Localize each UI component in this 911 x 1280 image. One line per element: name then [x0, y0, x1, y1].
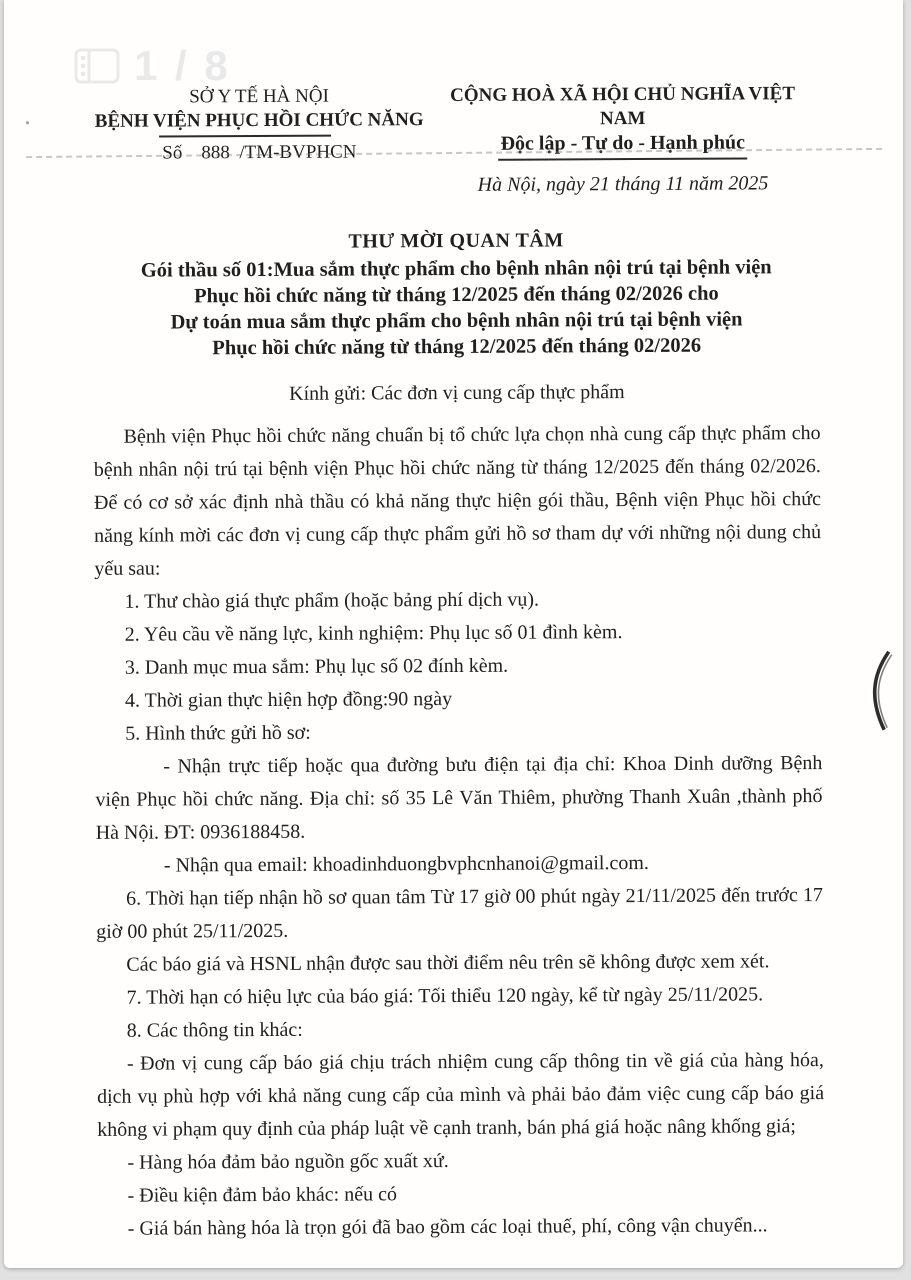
page-indicator-label: 1 / 8 [134, 42, 231, 89]
paragraph: - Hàng hóa đảm bảo nguồn gốc xuất xứ. [127, 1150, 449, 1174]
issuer-organization: BỆNH VIỆN PHỤC HỒI CHỨC NĂNG [94, 109, 424, 132]
document-body [94, 417, 825, 1246]
document-subtitle [93, 254, 821, 362]
title-line: Dự toán mua sắm thực phẩm cho bệnh nhân nội trú tại bệnh viện [170, 308, 743, 334]
paragraph: - Đơn vị cung cấp báo giá chịu trách nhiệm cung cấp thông tin về giá của hàng hóa, dịch vụ phù hợp với khả năng cung cấp của mình và phải bảo đảm việc cung cấp báo giá không vi phạm quy định của pháp luật về cạnh tranh, bán phá giá hoặc nâng khống giá; [97, 1049, 825, 1141]
paragraph: - Nhận qua email: khoadinhduongbvphcnhanoi@gmail.com. [163, 851, 649, 877]
document-number: Số 888 /TM-BVPHCN [162, 141, 357, 164]
paragraph: - Điều kiện đảm bảo khác: nếu có [127, 1183, 398, 1207]
letterhead-rule [159, 135, 331, 138]
title-block [93, 227, 821, 362]
paragraph: 7. Thời hạn có hiệu lực của báo giá: Tối thiểu 120 ngày, kể từ ngày 25/11/2025. [126, 983, 764, 1009]
paragraph: - Nhận trực tiếp hoặc qua đường bưu điện tại địa chỉ: Khoa Dinh dưỡng Bệnh viện Phục hồi chức năng. Địa chỉ: số 35 Lê Văn Thiêm, phường Thanh Xuân ,thành phố Hà Nội. ĐT: 0936188458. [95, 752, 823, 844]
title-line: Gói thầu số 01:Mua sắm thực phẩm cho bệnh nhân nội trú tại bệnh viện [140, 256, 772, 282]
paragraph: 2. Yêu cầu về năng lực, kinh nghiệm: Phụ lục số 01 đình kèm. [124, 621, 623, 646]
dateline: Hà Nội, ngày 21 tháng 11 năm 2025 [477, 172, 769, 196]
letterhead-issuer [92, 84, 427, 200]
document-content [4, 0, 903, 1268]
paragraph: - Giá bán hàng hóa là trọn gói đã bao gồm các loại thuế, phí, công vận chuyển... [127, 1214, 768, 1240]
paragraph: 3. Danh mục mua sắm: Phụ lục số 02 đính kèm. [124, 654, 509, 679]
scan-artifact-mark [867, 650, 893, 734]
national-motto: Độc lập - Tự do - Hạnh phúc [498, 130, 747, 160]
paragraph: Bệnh viện Phục hồi chức năng chuẩn bị tổ chức lựa chọn nhà cung cấp thực phẩm cho bệnh nhân nội trú tại bệnh viện Phục hồi chức năng từ tháng 12/2025 đến tháng 02/2026. Để có cơ sở xác định nhà thầu có khả năng thực hiện gói thầu, Bệnh viện Phục hồi chức năng kính mời các đơn vị cung cấp thực phẩm gửi hồ sơ tham dự với những nội dung chủ yếu sau: [93, 422, 822, 580]
title-line: Phục hồi chức năng từ tháng 12/2025 đến tháng 02/2026 [212, 334, 702, 360]
salutation: Kính gửi: Các đơn vị cung cấp thực phẩm [289, 381, 625, 405]
title-line: Phục hồi chức năng từ tháng 12/2025 đến tháng 02/2026 cho [194, 282, 719, 308]
paragraph: 1. Thư chào giá thực phẩm (hoặc bảng phí dịch vụ). [124, 588, 540, 613]
issuer-department: SỞ Y TẾ HÀ NỘI [189, 85, 329, 108]
letterhead-national [426, 82, 819, 198]
document-title: THƯ MỜI QUAN TÂM [348, 229, 564, 253]
paragraph: 4. Thời gian thực hiện hợp đồng:90 ngày [124, 688, 453, 712]
paragraph: 8. Các thông tin khác: [126, 1018, 303, 1042]
national-header: CỘNG HOÀ XÃ HỘI CHỦ NGHĨA VIỆT NAM [450, 83, 796, 130]
paragraph: Các báo giá và HSNL nhận được sau thời điểm nêu trên sẽ không được xem xét. [126, 950, 770, 976]
letterhead [92, 82, 820, 200]
scan-dust-dot [26, 121, 29, 124]
paragraph: 6. Thời hạn tiếp nhận hồ sơ quan tâm Từ 17 giờ 00 phút ngày 21/11/2025 đến trước 17 giờ 00 phút 25/11/2025. [96, 884, 824, 943]
paragraph: 5. Hình thức gửi hồ sơ: [125, 721, 311, 745]
scanned-page [4, 0, 903, 1268]
